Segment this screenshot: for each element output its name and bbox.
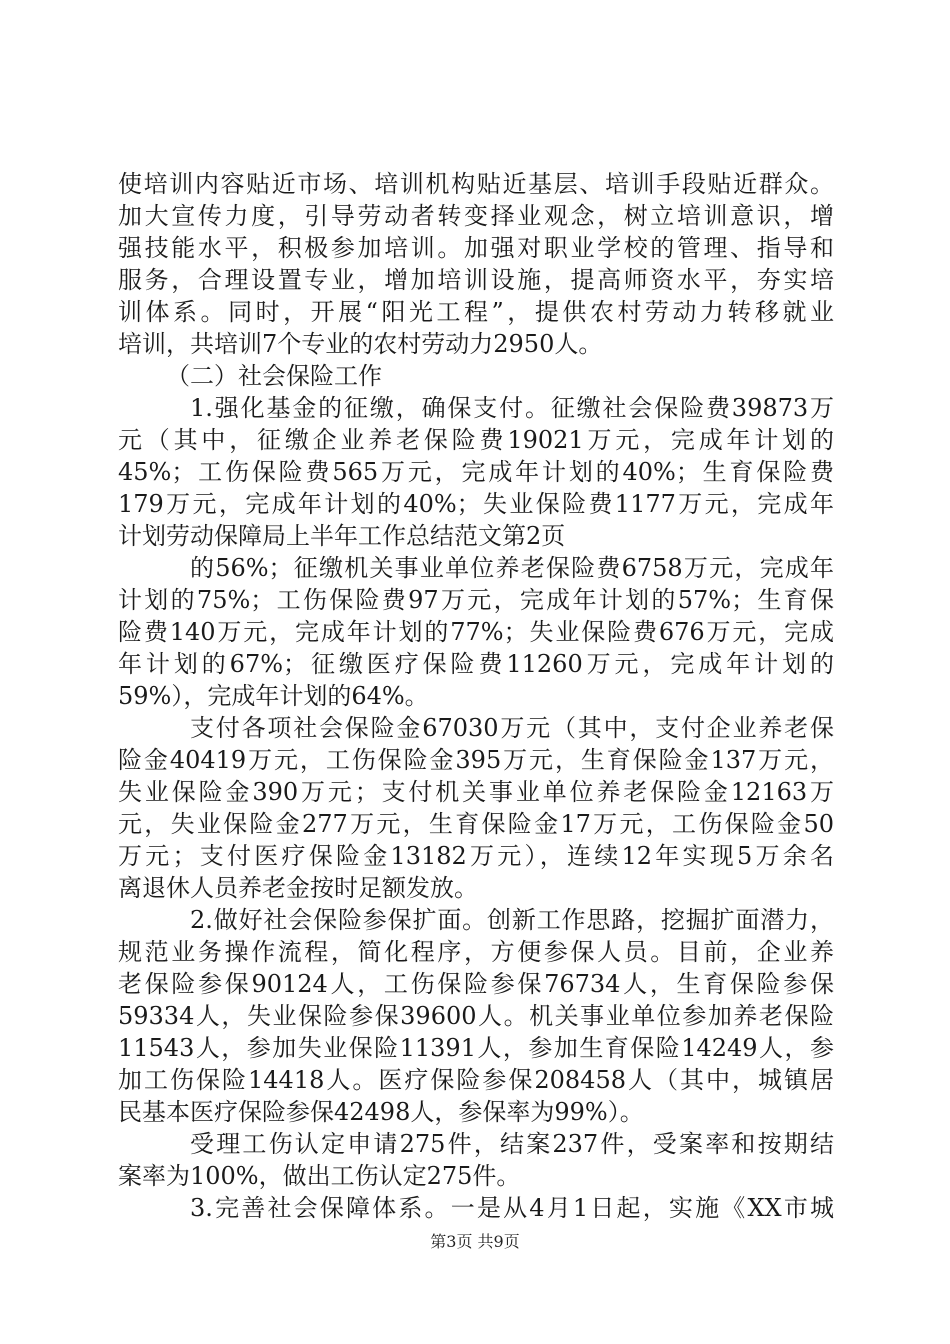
document-body — [118, 168, 834, 1224]
text-line: 老保险参保90124人，工伤保险参保76734人，生育保险参保 — [118, 970, 834, 998]
text-line: 训体系。同时，开展“阳光工程”，提供农村劳动力转移就业 — [118, 298, 834, 326]
text-line: 的56%；征缴机关事业单位养老保险费6758万元，完成年 — [190, 554, 834, 582]
text-line: 11543人，参加失业保险11391人，参加生育保险14249人，参 — [118, 1034, 834, 1062]
text-line: 支付各项社会保险金67030万元（其中，支付企业养老保 — [190, 714, 834, 742]
text-line: 服务，合理设置专业，增加培训设施，提高师资水平，夯实培 — [118, 266, 834, 294]
text-line: 年计划的67%；征缴医疗保险费11260万元，完成年计划的 — [118, 650, 834, 678]
section-heading: （二）社会保险工作 — [166, 362, 382, 390]
text-line: 规范业务操作流程，简化程序，方便参保人员。目前，企业养 — [118, 938, 834, 966]
text-line: 计划的75%；工伤保险费97万元，完成年计划的57%；生育保 — [118, 586, 834, 614]
text-line: 59%），完成年计划的64%。 — [118, 682, 429, 710]
text-line: 加工伤保险14418人。医疗保险参保208458人（其中，城镇居 — [118, 1066, 834, 1094]
text-line: 元，失业保险金277万元，生育保险金17万元，工伤保险金50 — [118, 810, 834, 838]
text-line: 计划劳动保障局上半年工作总结范文第2页 — [118, 522, 566, 550]
text-line: 离退休人员养老金按时足额发放。 — [118, 874, 478, 902]
page-footer: 第3页 共9页 — [430, 1232, 520, 1251]
text-line: 强技能水平，积极参加培训。加强对职业学校的管理、指导和 — [118, 234, 834, 262]
text-line: 培训，共培训7个专业的农村劳动力2950人。 — [118, 330, 603, 358]
text-line: 加大宣传力度，引导劳动者转变择业观念，树立培训意识，增 — [118, 202, 834, 230]
text-line: 受理工伤认定申请275件，结案237件，受案率和按期结 — [190, 1130, 834, 1158]
text-line: 179万元，完成年计划的40%；失业保险费1177万元，完成年 — [118, 490, 834, 518]
text-line: 万元；支付医疗保险金13182万元），连续12年实现5万余名 — [118, 842, 834, 870]
text-line: 59334人，失业保险参保39600人。机关事业单位参加养老保险 — [118, 1002, 834, 1030]
text-line: 民基本医疗保险参保42498人，参保率为99%）。 — [118, 1098, 644, 1126]
text-line: 45%；工伤保险费565万元，完成年计划的40%；生育保险费 — [118, 458, 834, 486]
text-line: 失业保险金390万元；支付机关事业单位养老保险金12163万 — [118, 778, 834, 806]
text-line: 元（其中，征缴企业养老保险费19021万元，完成年计划的 — [118, 426, 834, 454]
text-line: 案率为100%，做出工伤认定275件。 — [118, 1162, 521, 1190]
text-line: 2.做好社会保险参保扩面。创新工作思路，挖掘扩面潜力， — [190, 906, 834, 934]
text-line: 险金40419万元，工伤保险金395万元，生育保险金137万元， — [118, 746, 834, 774]
text-line: 3.完善社会保障体系。一是从4月1日起，实施《XX市城 — [190, 1194, 834, 1222]
text-line: 险费140万元，完成年计划的77%；失业保险费676万元，完成 — [118, 618, 834, 646]
text-line: 使培训内容贴近市场、培训机构贴近基层、培训手段贴近群众。 — [118, 170, 834, 198]
text-line: 1.强化基金的征缴，确保支付。征缴社会保险费39873万 — [190, 394, 834, 422]
